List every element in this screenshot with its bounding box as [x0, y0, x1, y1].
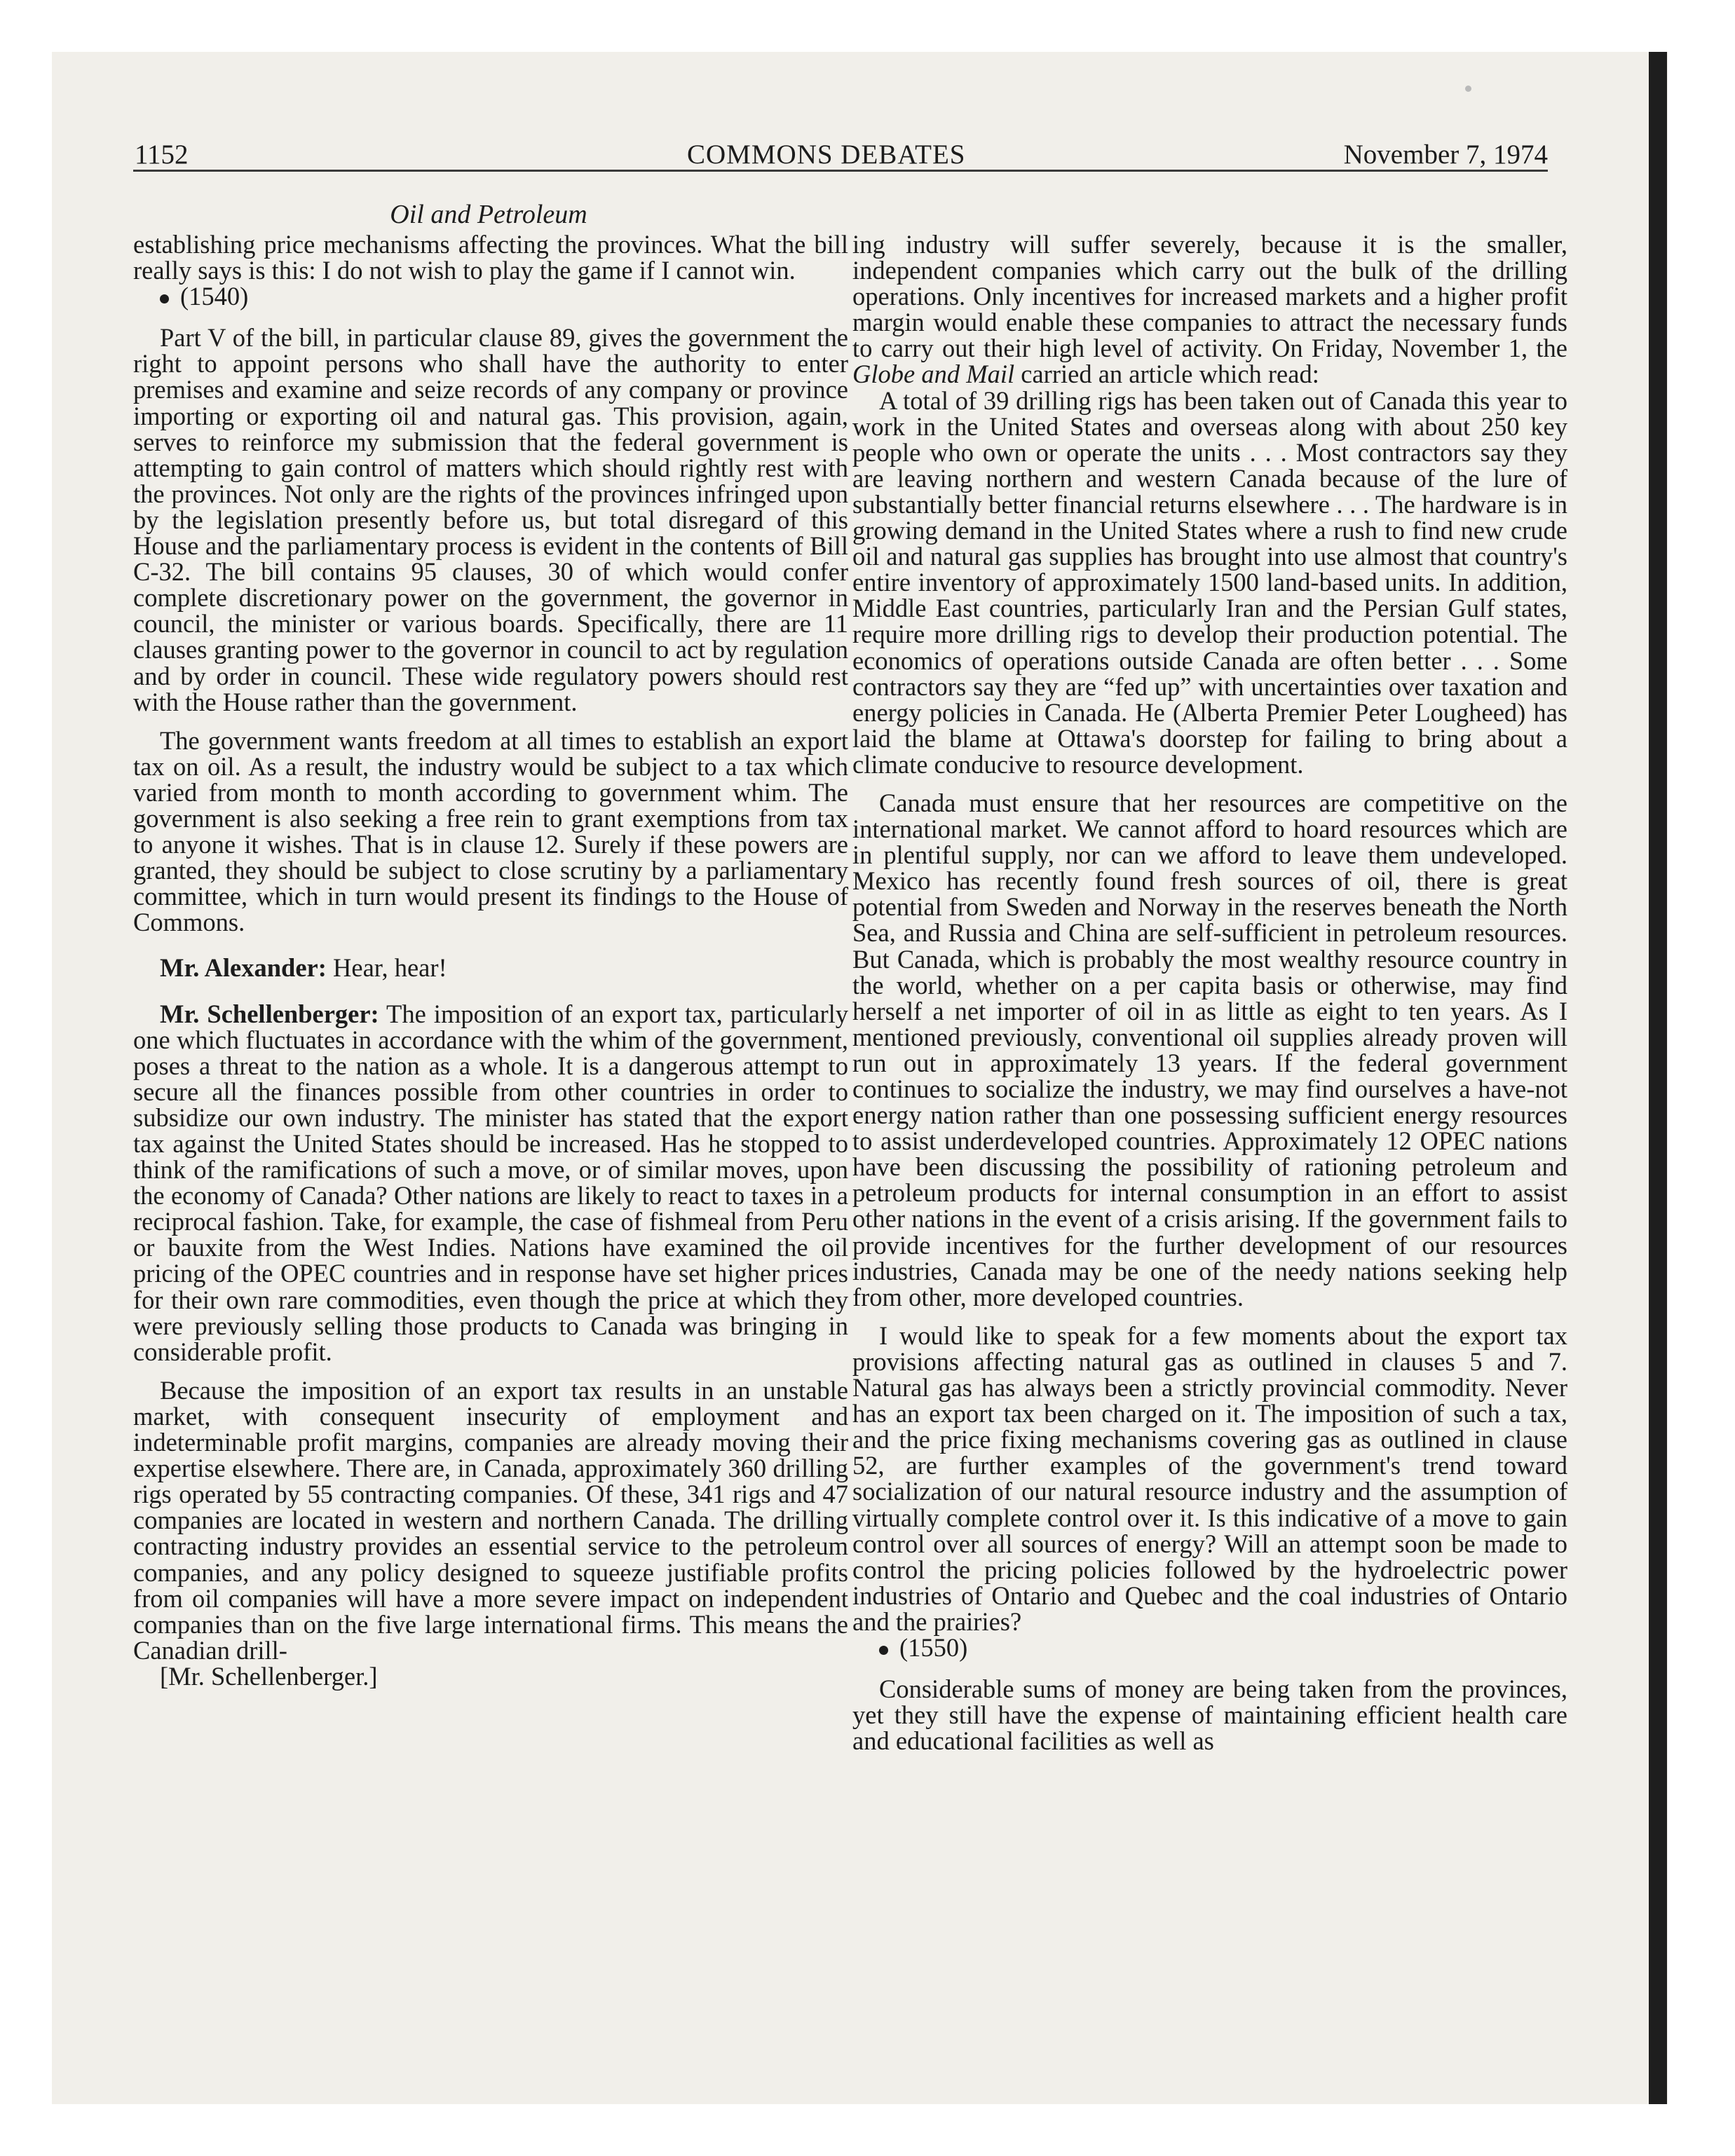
time-marker-text: (1550) — [899, 1632, 968, 1662]
speaker-attribution: [Mr. Schellenberger.] — [160, 1661, 378, 1691]
paragraph: Considerable sums of money are being taken from the provinces, yet they still have the expense of maintaining efficient health care and educational facilities as well as — [852, 1674, 1567, 1756]
speech — [133, 1001, 848, 1365]
header-rule — [133, 170, 1548, 172]
right-column — [852, 231, 1567, 1754]
time-marker — [133, 283, 848, 309]
time-marker — [852, 1632, 1567, 1662]
speech-text: The imposition of an export tax, particularly one which fluctuates in accordance with the whim of the government, poses a threat to the nation as a whole. It is a dangerous attempt to secure all the finances possible from other countries in order to subsidize our own industry. The minister has stated that the export tax against the United States should be increased. Has he stopped to think of the ramifications of such a move, or of similar moves, upon the economy of Canada? Other nations are likely to react to taxes in a reciprocal fashion. Take, for example, the case of fishmeal from Peru or bauxite from the West Indies. Nations have examined the oil pricing of the OPEC countries and in response have set higher prices for their own rare commodities, even though the price at which they were previously selling those products to Canada was bringing in considerable profit. — [133, 999, 848, 1366]
publication-name: Globe and Mail — [852, 360, 1015, 389]
speech-text: Hear, hear! — [326, 953, 447, 983]
paragraph: I would like to speak for a few moments about the export tax provisions affecting natural gas as outlined in clauses 5 and 7. Natural gas has always been a strictly provincial commodity. Never has an export tax been charged on it. The imposition of such a tax, and the price fixing mechanisms covering gas as outlined in clause 52, are further examples of the government's trend toward socialization of our natural resource industry and the assumption of virtually complete control over it. Is this indicative of a move to gain control over all sources of energy? Will an attempt soon be made to control the pricing policies followed by the hydroelectric power industries of Ontario and Quebec and the coal industries of Ontario and the prairies? — [852, 1321, 1567, 1636]
scan-speck — [1465, 86, 1471, 92]
section-title: Oil and Petroleum — [390, 200, 587, 229]
bullet-icon — [160, 294, 169, 303]
paragraph: Because the imposition of an export tax results in an unstable market, with consequent insecurity of employment and indeterminable profit margins, companies are already moving their expertise elsewhere. There are, in Canada, approximately 360 drilling rigs operated by 55 contracting companies. Of these, 341 rigs and 47 companies are located in western and northern Canada. The drilling contracting industry provides an essential service to the petroleum companies, and any policy designed to squeeze justifiable profits from oil companies will have a more severe impact on independent companies than on the five large international firms. This means the Canadian drill- — [133, 1375, 848, 1665]
scan-edge-shadow — [1649, 52, 1667, 2104]
bullet-icon — [879, 1646, 888, 1655]
paragraph: Canada must ensure that her resources are competitive on the international market. We cannot afford to hoard resources which are in plentiful supply, nor can we afford to leave them undeveloped. Mexico has recently found fresh sources of oil, there is great potential from Sweden and Norway in the reserves beneath the North Sea, and Russia and China are self-sufficient in petroleum resources. But Canada, which is probably the most wealthy resource country in the world, whether on a per capita basis or otherwise, may find herself a net importer of oil in as little as eight to ten years. As I mentioned previously, conventional oil supplies already proven will run out in approximately 13 years. If the federal government continues to socialize the industry, we may find ourselves a have-not energy nation rather than one possessing sufficient energy resources to assist underdeveloped countries. Approximately 12 OPEC nations have been discussing the possibility of rationing petroleum and petroleum products for internal consumption in an effort to assist other nations in the event of a crisis arising. If the government fails to provide incentives for the further development of our resources industries, Canada may be one of the needy nations seeking help from other, more developed countries. — [852, 788, 1567, 1311]
time-marker-text: (1540) — [180, 282, 249, 311]
interjection — [133, 955, 848, 981]
paragraph — [852, 231, 1567, 388]
block-quote: A total of 39 drilling rigs has been taken out of Canada this year to work in the United States and overseas along with about 250 key people who own or operate the units . . . Most contractors say they are leaving northern and western Canada because of the lure of substantially better financial returns elsewhere . . . The hardware is in growing demand in the United States where a rush to find new crude oil and natural gas supplies has brought into use almost that country's entire inventory of approximately 1500 land-based units. In addition, Middle East countries, particularly Iran and the Persian Gulf states, require more drilling rigs to develop their production potential. The economics of operations outside Canada are often better . . . Some contractors say they are “fed up” with uncertainties over taxation and energy policies in Canada. He (Alberta Premier Peter Lougheed) has laid the blame at Ottawa's doorstep for failing to bring about a climate conducive to resource development. — [852, 386, 1567, 779]
paragraph: Part V of the bill, in particular clause 89, gives the government the right to appoint persons who shall have the authority to enter premises and examine and seize records of any company or province importing or exporting oil and natural gas. This provision, again, serves to reinforce my submission that the federal government is attempting to gain control of matters which should rightly rest with the provinces. Not only are the rights of the provinces infringed upon by the legislation presently before us, but total disregard of this House and the parliamentary process is evident in the contents of Bill C-32. The bill contains 95 clauses, 30 of which would confer complete discretionary power on the government, the governor in council, the minister or various boards. Specifically, there are 11 clauses granting power to the governor in council to act by regulation and by order in council. These wide regulatory powers should rest with the House rather than the government. — [133, 323, 848, 716]
issue-date: November 7, 1974 — [1343, 139, 1548, 170]
journal-title: COMMONS DEBATES — [687, 139, 966, 170]
paragraph: establishing price mechanisms affecting the provinces. What the bill really says is this: I do not wish to play the game if I cannot win. — [133, 230, 848, 285]
paragraph-text: ing industry will suffer severely, because it is the smaller, independent companies which carry out the bulk of the drilling operations. Only incentives for increased markets and a higher profit margin would enable these companies to attract the necessary funds to carry out their high level of activity. On Friday, November 1, the — [852, 230, 1567, 363]
paragraph-text: carried an article which read: — [1014, 360, 1319, 389]
speaker-name: Mr. Schellenberger: — [160, 999, 379, 1028]
paragraph: The government wants freedom at all times to establish an export tax on oil. As a result, the industry would be subject to a tax which varied from month to month according to government whim. The government is also seeking a free rein to grant exemptions from tax to anyone it wishes. That is in clause 12. Surely if these powers are granted, they should be subject to close scrutiny by a parliamentary committee, which in turn would present its findings to the House of Commons. — [133, 725, 848, 937]
left-column — [133, 231, 848, 1689]
speaker-name: Mr. Alexander: — [160, 953, 327, 983]
page-number: 1152 — [135, 139, 189, 170]
